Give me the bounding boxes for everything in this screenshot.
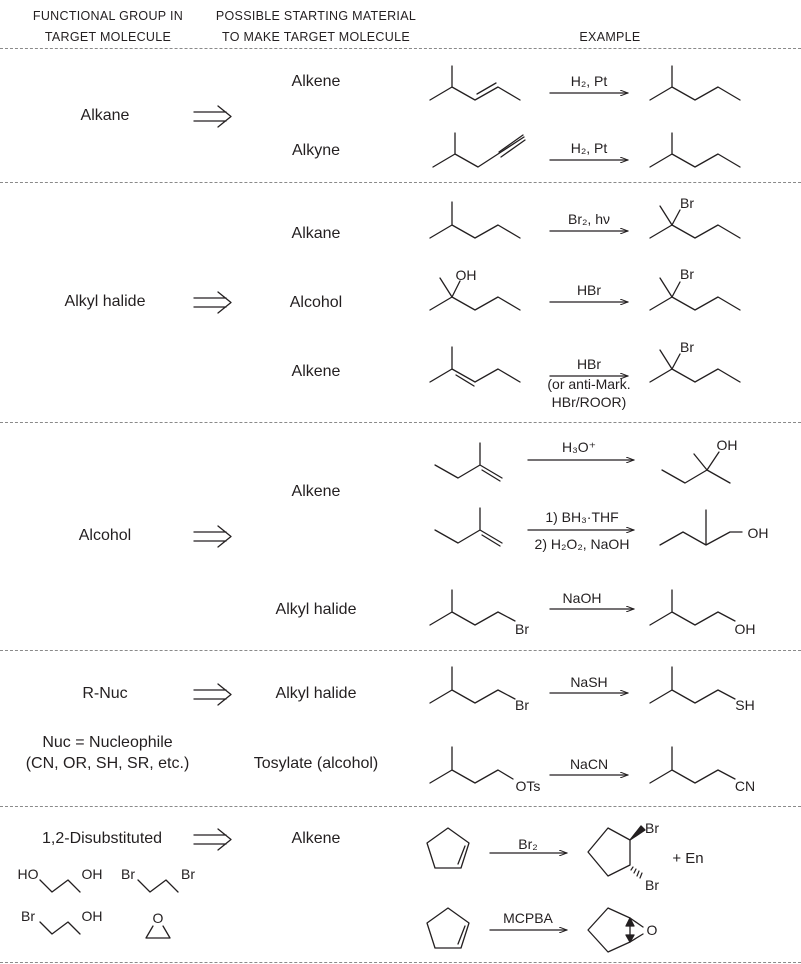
start-alkyl-halide: Alkyl halide <box>275 685 357 702</box>
alkane-molecule <box>430 202 520 238</box>
target-rnuc: R-Nuc <box>82 685 128 702</box>
header-col1-line1: FUNCTIONAL GROUP IN <box>32 9 184 23</box>
start-alkene: Alkene <box>291 483 341 500</box>
reagent-label: Br₂ <box>518 836 538 852</box>
tosylate-label: OTs <box>515 778 541 794</box>
bromine-label: Br <box>515 697 529 713</box>
bromine-label: Br <box>121 866 135 882</box>
dibromide-structure <box>138 880 178 892</box>
bromine-label: Br <box>645 820 659 836</box>
alkene-molecule <box>430 347 520 382</box>
implies-arrow-icon <box>194 684 231 705</box>
alkyl-halide-molecule <box>430 590 515 625</box>
reagent-label-line2: (or anti-Mark. <box>547 376 631 392</box>
bromoalkane-molecule <box>650 350 740 382</box>
thiol-label: SH <box>735 697 755 713</box>
thiol-molecule <box>650 667 735 703</box>
header-col2-line2: TO MAKE TARGET MOLECULE <box>222 30 410 44</box>
alkene-molecule <box>435 508 502 543</box>
hydroxyl-label: OH <box>455 267 477 283</box>
hydroxyl-label: OH <box>734 621 756 637</box>
alkene-molecule <box>430 66 520 100</box>
oxygen-label: O <box>152 910 164 926</box>
implies-arrow-icon <box>194 526 231 547</box>
target-alcohol: Alcohol <box>78 527 132 544</box>
alkyl-halide-molecule <box>430 667 515 703</box>
implies-arrow-icon <box>194 106 231 127</box>
start-alkene: Alkene <box>291 830 341 847</box>
hydroxyl-label: OH <box>716 437 738 453</box>
enantiomer-label: + En <box>672 850 704 867</box>
cyclopentene-molecule <box>427 828 469 868</box>
header-example: EXAMPLE <box>579 30 641 44</box>
bromine-label: Br <box>645 877 659 893</box>
header-col1-line2: TARGET MOLECULE <box>44 30 172 44</box>
reagent-label: HBr <box>576 282 602 298</box>
reagent-label: H₂, Pt <box>570 140 608 156</box>
start-alkyne: Alkyne <box>291 142 341 159</box>
bromine-label: Br <box>680 266 694 282</box>
nitrile-molecule <box>650 747 735 783</box>
primary-alcohol-molecule <box>650 590 735 625</box>
start-alcohol: Alcohol <box>289 294 343 311</box>
bromoalkane-molecule <box>650 278 740 310</box>
reagent-label: H₃O⁺ <box>561 439 597 455</box>
target-alkyl-halide: Alkyl halide <box>64 293 146 310</box>
primary-alcohol-molecule <box>660 510 742 545</box>
header-col2-line1: POSSIBLE STARTING MATERIAL <box>215 9 417 23</box>
reagent-label: Br₂, hν <box>568 211 610 227</box>
reagent-label: 1) BH₃·THF <box>545 509 619 525</box>
tertiary-alcohol-molecule <box>662 452 730 483</box>
reagent-label: NaCN <box>569 756 609 772</box>
bromine-label: Br <box>680 195 694 211</box>
alkene-molecule <box>435 443 502 478</box>
bromine-label: Br <box>181 866 195 882</box>
cyclopentene-molecule <box>427 908 469 948</box>
start-alkene: Alkene <box>291 73 341 90</box>
reagent-label: NaSH <box>570 674 608 690</box>
tosylate-molecule <box>430 747 513 783</box>
bromohydrin-structure <box>40 922 80 934</box>
trans-dibromide-molecule <box>588 828 630 876</box>
reagent-label: H₂, Pt <box>570 73 608 89</box>
alkane-molecule <box>650 66 740 100</box>
hydroxyl-label: OH <box>81 866 103 882</box>
implies-arrow-icon <box>194 829 231 850</box>
reagent-label: HBr <box>576 356 602 372</box>
hydroxyl-label: OH <box>81 908 103 924</box>
implies-arrow-icon <box>194 292 231 313</box>
oxygen-label: O <box>646 922 658 938</box>
nucleophile-note: Nuc = Nucleophile <box>42 734 173 751</box>
bromine-label: Br <box>680 339 694 355</box>
reagent-label-line2: 2) H₂O₂, NaOH <box>534 536 630 552</box>
diol-structure <box>40 880 80 892</box>
nucleophile-examples: (CN, OR, SH, SR, etc.) <box>25 755 190 772</box>
start-alkane: Alkane <box>291 225 341 242</box>
target-alkane: Alkane <box>80 107 130 124</box>
reagent-label: NaOH <box>562 590 602 606</box>
reagent-label: MCPBA <box>503 910 553 926</box>
cyclopentene-oxide-molecule <box>588 908 630 952</box>
start-alkyl-halide: Alkyl halide <box>275 601 357 618</box>
bromine-label: Br <box>515 621 529 637</box>
hydroxyl-label: HO <box>17 866 39 882</box>
bromoalkane-molecule <box>650 206 740 238</box>
hydroxyl-label: OH <box>747 525 769 541</box>
start-alkene: Alkene <box>291 363 341 380</box>
target-disubstituted: 1,2-Disubstituted <box>42 830 163 847</box>
alkane-molecule <box>650 133 740 167</box>
start-tosylate: Tosylate (alcohol) <box>253 755 379 772</box>
bromine-label: Br <box>21 908 35 924</box>
reagent-label-line3: HBr/ROOR) <box>551 394 627 410</box>
epoxide-structure <box>146 926 170 938</box>
nitrile-label: CN <box>734 778 756 794</box>
